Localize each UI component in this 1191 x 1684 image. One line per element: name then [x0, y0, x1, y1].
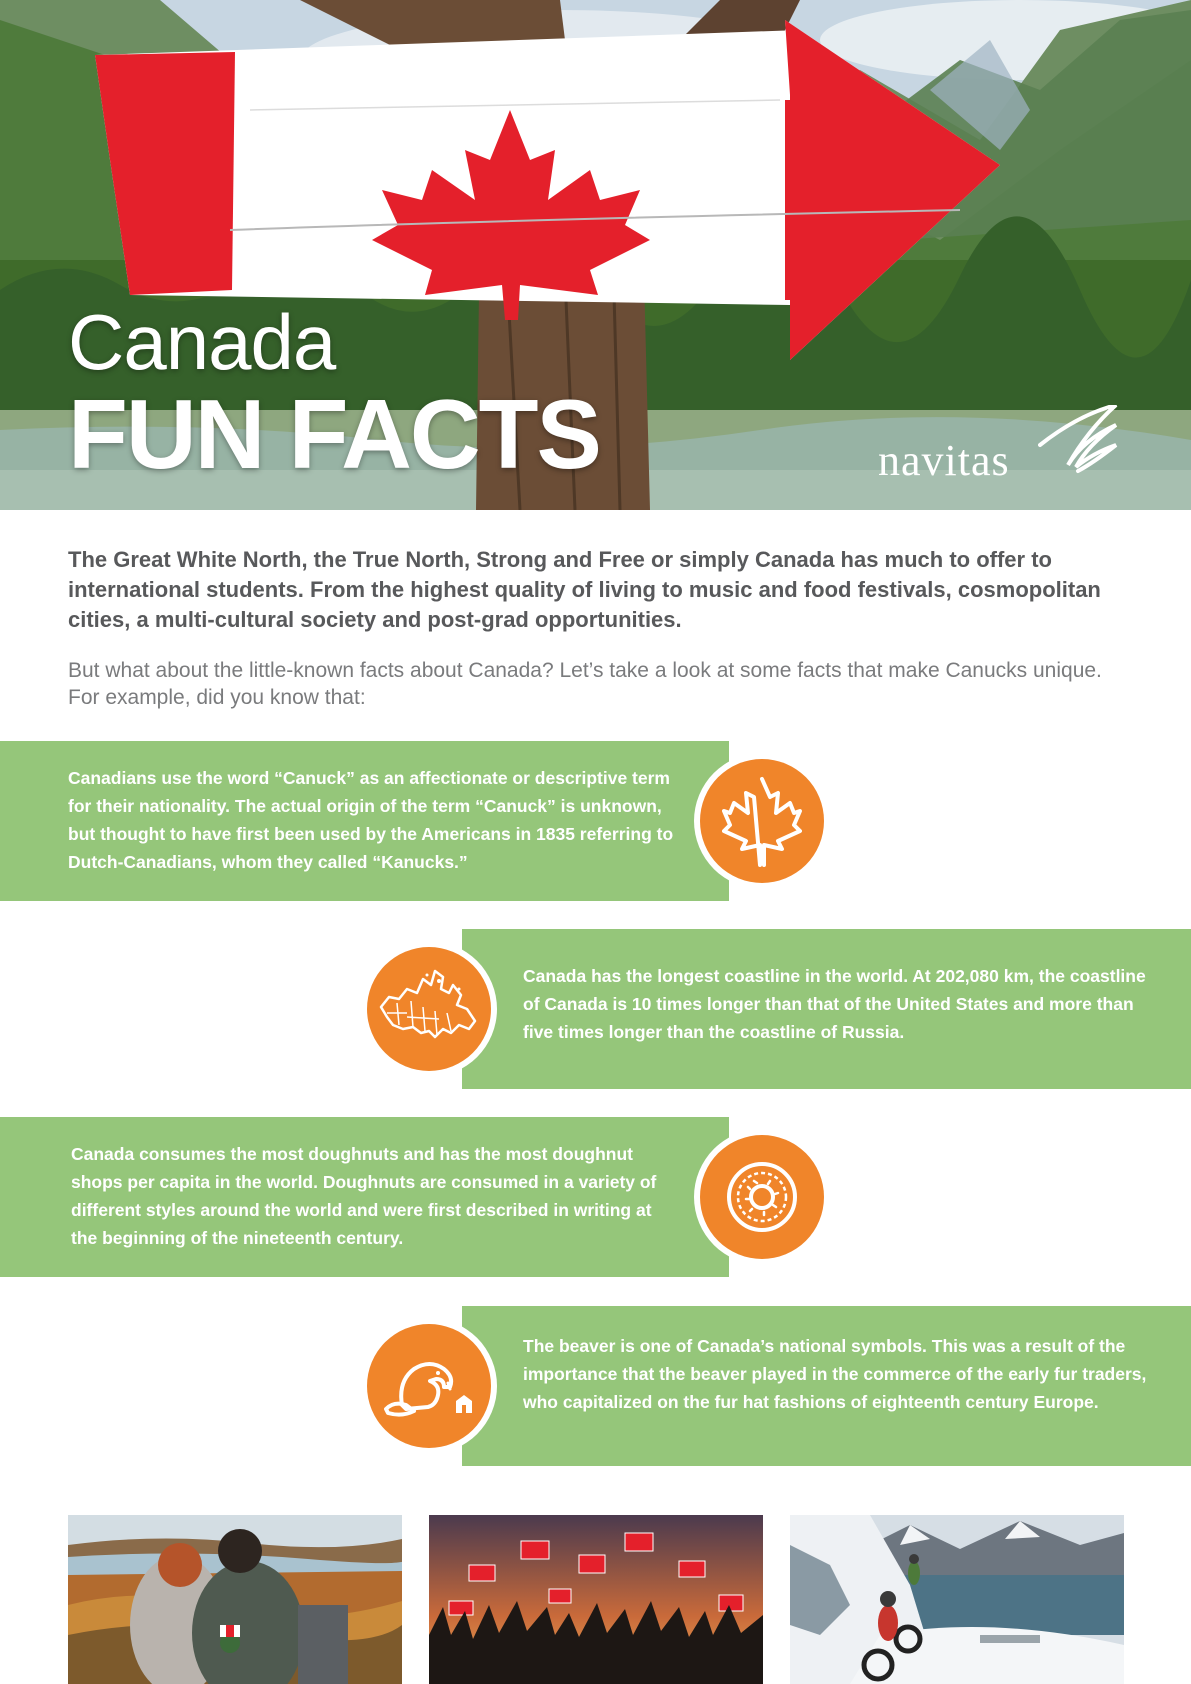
fact-band-doughnuts: [0, 1117, 729, 1277]
fact-text: Canada has the longest coastline in the world. At 202,080 km, the coastline of Canada is 10 times longer than that of the United States and more than five times longer than the coastline of Russia.: [523, 966, 1146, 1042]
maple-leaf-icon: [722, 775, 802, 867]
fact-text: Canadians use the word “Canuck” as an affectionate or descriptive term for their nationality. The actual origin of the term “Canuck” is unknown, but thought to have first been used by the Americans in 1835 referring to Dutch-Canadians, whom they called “Kanucks.”: [68, 768, 674, 872]
fact-badge-canuck: [694, 753, 830, 889]
fact-badge-coastline: [361, 941, 497, 1077]
doughnut-icon: [724, 1159, 800, 1235]
canada-map-icon: [377, 967, 481, 1051]
fact-badge-beaver: [361, 1318, 497, 1454]
intro-lead-paragraph: The Great White North, the True North, Strong and Free or simply Canada has much to offer to international students. From the highest quality of living to music and food festivals, cosmopolitan cities, a multi-cultural society and post-grad opportunities.: [68, 547, 1101, 632]
swoosh-icon: [1038, 405, 1118, 475]
fact-band-canuck: [0, 741, 729, 901]
hikers-overlooking-lake-photo: [68, 1515, 402, 1684]
page-title: [68, 298, 600, 489]
navitas-logo: [878, 405, 1123, 485]
fact-text: The beaver is one of Canada’s national symbols. This was a result of the importance that the beaver played in the commerce of the early fur traders, who capitalized on the fur hat fashions of eighteenth century Europe.: [523, 1336, 1147, 1412]
intro-section: [68, 545, 1128, 711]
brand-name: navitas: [878, 436, 1010, 485]
beaver-icon: [384, 1351, 474, 1421]
fact-text: Canada consumes the most doughnuts and has the most doughnut shops per capita in the world. Doughnuts are consumed in a variety of different styles around the world and were first described in writing at the beginning of the nineteenth century.: [71, 1144, 657, 1248]
fact-band-beaver: [462, 1306, 1191, 1466]
intro-question-paragraph: But what about the little-known facts about Canada? Let’s take a look at some facts that make Canucks unique. For example, did you know that:: [68, 659, 1102, 709]
fact-band-coastline: [462, 929, 1191, 1089]
hero-banner: [0, 0, 1191, 510]
fat-bike-cyclists-snowy-mountains-photo: [790, 1515, 1124, 1684]
crowd-waving-canadian-flags-photo: [429, 1515, 763, 1684]
title-line-fun-facts: FUN FACTS: [68, 379, 600, 489]
fact-badge-doughnuts: [694, 1129, 830, 1265]
title-line-canada: Canada: [68, 298, 336, 386]
